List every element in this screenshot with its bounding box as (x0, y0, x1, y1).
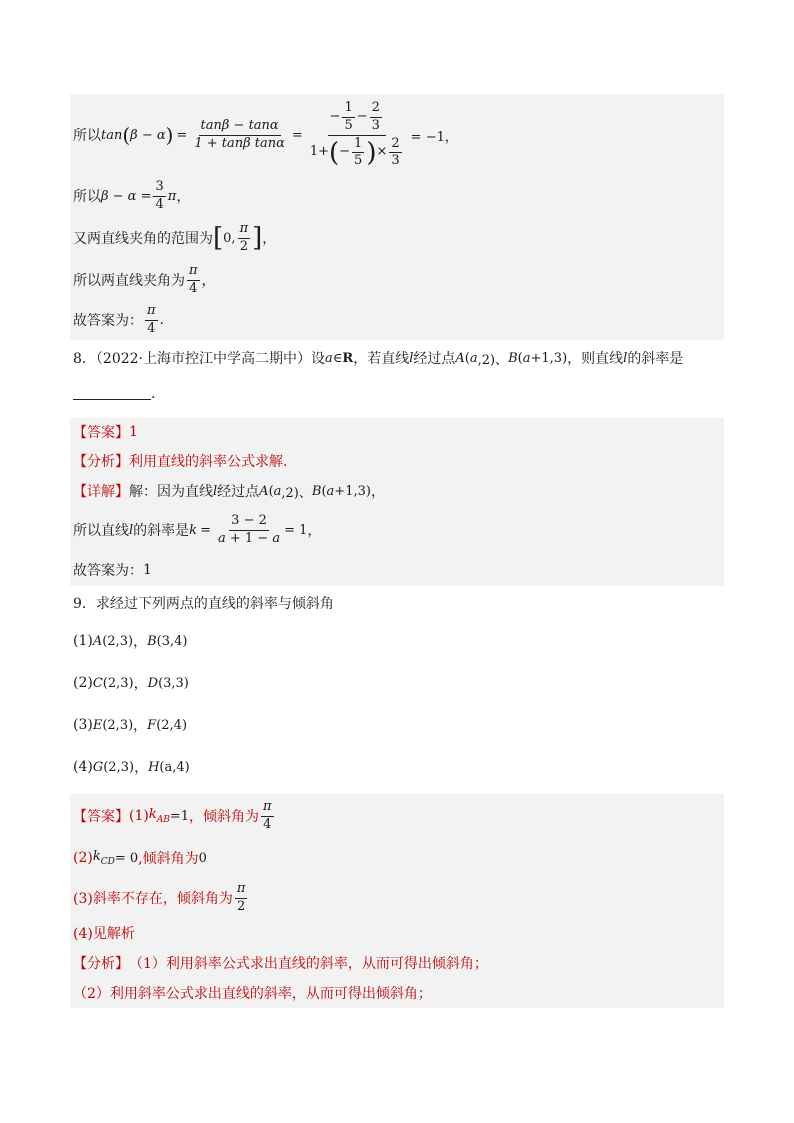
q8-detail: 【详解】 解：因为直线 l 经过点 A ( a ,2)、 B ( a +1,3) ， (70, 476, 724, 506)
question-9-title: 9．求经过下列两点的直线的斜率与倾斜角 (73, 596, 334, 612)
q9-answer-2: (2) $k_{CD}$ = 0 ,倾斜角为 0 (70, 838, 724, 878)
q9-item-4: (4) G (2,3) ， H (a,4) (73, 759, 190, 776)
q8-answer: 【答案】 1 (70, 418, 724, 446)
text-prefix: 所以 (73, 128, 101, 144)
q9-item-1: (1) A (2,3) ， B (3,4) (73, 633, 188, 650)
q9-analysis-1: 【分析】 （1）利用斜率公式求出直线的斜率，从而可得出倾斜角； (70, 948, 724, 978)
fraction-numeric: − $\frac{1}{5}$ − $\frac{2}{3}$ 1+ ( − $\frac{1}{5}$ ) × $\frac{2}{3}$ (309, 99, 400, 169)
q8-slope-formula: 所以直线 l 的斜率是 k = $\frac{3 - 2}{a + 1 - a}$ = 1 ， (70, 506, 724, 554)
q9-analysis-2: （2）利用斜率公式求出直线的斜率，从而可得出倾斜角； (70, 978, 724, 1008)
solution-line-range: 又两直线夹角的范围为 [ 0, $\frac{\pi}{2}$ ] ， (70, 216, 724, 260)
q9-item-3: (3) E (2,3) ， F (2,4) (73, 717, 188, 734)
formula-tan-diff: tan (101, 127, 123, 143)
result-minus-one: = −1， (410, 129, 458, 145)
q9-answer-3: (3)斜率不存在，倾斜角为 $\frac{\pi}{2}$ (70, 878, 724, 918)
q8-analysis: 【分析】 利用直线的斜率公式求解. (70, 446, 724, 476)
q9-answer-4: (4)见解析 (70, 918, 724, 948)
document-content (70, 94, 724, 1008)
fraction-tan-formula: $\frac{\tan\beta - \tan\alpha}{\text{1 + tanβ tanα}}$ (194, 117, 285, 151)
solution-line-tan-diff: 所以 tan ( β − α ) = $\frac{\tan\beta - \tan\alpha}{\text{1 + tanβ tanα}}$ = − $\frac{1}{5}$ − $\frac{2}{3}$ 1+ ( − $\frac{1}{5}$ ) × $\frac{2}{3}$ = −1， (70, 94, 724, 176)
question-8: 8．（2022·上海市控江中学高二期中）设 a ∈ R ，若直线 l 经过点 A ( a ,2)、 B ( a +1,3) ，则直线 l 的斜率是 (73, 350, 684, 368)
solution-line-final: 故答案为： $\frac{\pi}{4}$ . (70, 300, 724, 340)
solution-line-angle: 所以两直线夹角为 $\frac{\pi}{4}$ ， (70, 260, 724, 300)
solution-line-angle-diff: 所以 β − α = $\frac{3}{4}$ π ， (70, 176, 724, 216)
answer-blank (73, 389, 151, 400)
q9-item-2: (2) C (2,3) ， D (3,3) (73, 675, 189, 692)
q8-final: 故答案为： 1 (70, 554, 724, 586)
answer-blank-line: . (70, 376, 724, 412)
q9-answer-1: 【答案】 (1) $k_{AB}$ =1 ，倾斜角为 $\frac{\pi}{4}$ (70, 794, 724, 838)
